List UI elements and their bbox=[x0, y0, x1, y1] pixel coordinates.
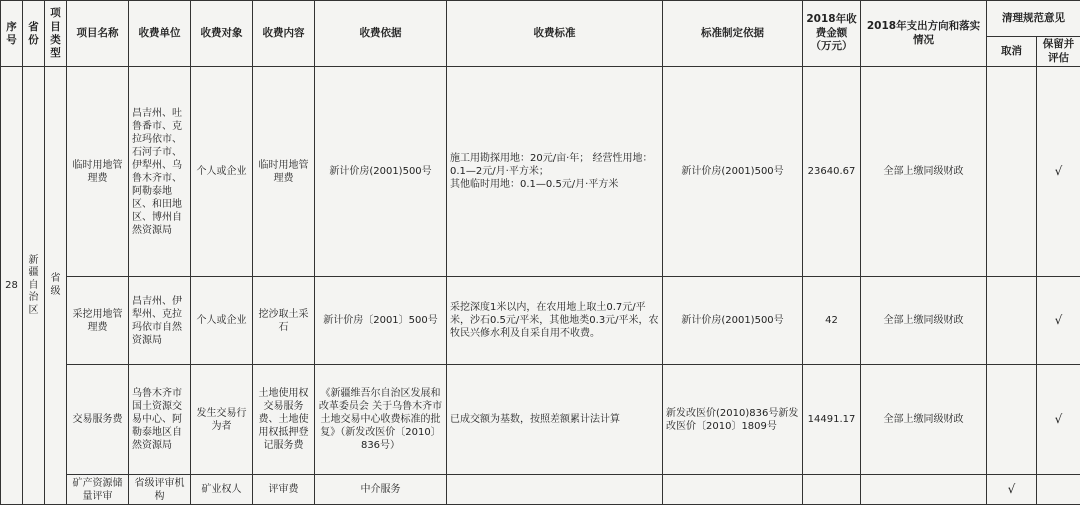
fee-target-cell: 发生交易行为者 bbox=[191, 365, 253, 475]
standard-basis-cell bbox=[663, 475, 803, 505]
keep-cell: √ bbox=[1037, 365, 1080, 475]
header-fee-standard: 收费标准 bbox=[447, 1, 663, 67]
header-item-type: 项目类型 bbox=[45, 1, 67, 67]
fee-target-cell: 矿业权人 bbox=[191, 475, 253, 505]
header-fee-basis: 收费依据 bbox=[315, 1, 447, 67]
seq-cell: 28 bbox=[1, 67, 23, 505]
fee-unit-cell: 昌吉州、伊犁州、克拉玛依市自然资源局 bbox=[129, 277, 191, 365]
amount-cell bbox=[803, 475, 861, 505]
cancel-cell: √ bbox=[987, 475, 1037, 505]
fee-content-cell: 土地使用权交易服务费、土地使用权抵押登记服务费 bbox=[253, 365, 315, 475]
header-fee-unit: 收费单位 bbox=[129, 1, 191, 67]
cancel-cell bbox=[987, 365, 1037, 475]
keep-cell bbox=[1037, 475, 1080, 505]
keep-cell: √ bbox=[1037, 67, 1080, 277]
fee-basis-cell: 新计价房〔2001〕500号 bbox=[315, 277, 447, 365]
amount-cell: 14491.17 bbox=[803, 365, 861, 475]
item-name-cell: 临时用地管理费 bbox=[67, 67, 129, 277]
standard-basis-cell: 新计价房(2001)500号 bbox=[663, 277, 803, 365]
spending-cell: 全部上缴同级财政 bbox=[861, 67, 987, 277]
spending-cell: 全部上缴同级财政 bbox=[861, 277, 987, 365]
item-name-cell: 矿产资源储量评审 bbox=[67, 475, 129, 505]
fee-unit-cell: 乌鲁木齐市国土资源交易中心、阿勒泰地区自然资源局 bbox=[129, 365, 191, 475]
fee-basis-cell: 新计价房(2001)500号 bbox=[315, 67, 447, 277]
fee-basis-cell: 中介服务 bbox=[315, 475, 447, 505]
spending-cell bbox=[861, 475, 987, 505]
table-row bbox=[1, 277, 1080, 365]
table-row bbox=[1, 365, 1080, 475]
fee-unit-cell: 昌吉州、吐鲁番市、克拉玛依市、石河子市、伊犁州、乌鲁木齐市、阿勒泰地区、和田地区、博州自然资源局 bbox=[129, 67, 191, 277]
fee-standard-cell: 施工用勘探用地：20元/亩·年； 经营性用地：0.1—2元/月·平方米； 其他临时用地：0.1—0.5元/月·平方米 bbox=[447, 67, 663, 277]
table-row bbox=[1, 67, 1080, 277]
fee-standard-cell: 已成交额为基数，按照差额累计法计算 bbox=[447, 365, 663, 475]
header-amount-2018: 2018年收费金额（万元） bbox=[803, 1, 861, 67]
amount-cell: 42 bbox=[803, 277, 861, 365]
fee-content-cell: 评审费 bbox=[253, 475, 315, 505]
standard-basis-cell: 新发改医价(2010)836号新发改医价〔2010〕1809号 bbox=[663, 365, 803, 475]
item-type-cell: 省级 bbox=[45, 67, 67, 505]
spending-cell: 全部上缴同级财政 bbox=[861, 365, 987, 475]
standard-basis-cell: 新计价房(2001)500号 bbox=[663, 67, 803, 277]
fee-target-cell: 个人或企业 bbox=[191, 67, 253, 277]
fee-standard-cell bbox=[447, 475, 663, 505]
item-name-cell: 交易服务费 bbox=[67, 365, 129, 475]
fee-content-cell: 临时用地管理费 bbox=[253, 67, 315, 277]
header-cancel: 取消 bbox=[987, 37, 1037, 67]
table-row bbox=[1, 475, 1080, 505]
header-item-name: 项目名称 bbox=[67, 1, 129, 67]
cancel-cell bbox=[987, 277, 1037, 365]
fee-target-cell: 个人或企业 bbox=[191, 277, 253, 365]
province-cell: 新疆自治区 bbox=[23, 67, 45, 505]
header-province: 省份 bbox=[23, 1, 45, 67]
header-cleanup-opinion: 清理规范意见 bbox=[987, 1, 1080, 37]
item-name-cell: 采挖用地管理费 bbox=[67, 277, 129, 365]
fee-content-cell: 挖沙取土采石 bbox=[253, 277, 315, 365]
fee-basis-cell: 《新疆维吾尔自治区发展和改革委员会 关于乌鲁木齐市土地交易中心收费标准的批复》（新发改医价〔2010〕836号） bbox=[315, 365, 447, 475]
header-seq: 序号 bbox=[1, 1, 23, 67]
fee-standard-cell: 采挖深度1米以内，在农用地上取土0.7元/平米，沙石0.5元/平米，其他地类0.3元/平米，农牧民兴修水利及自采自用不收费。 bbox=[447, 277, 663, 365]
keep-cell: √ bbox=[1037, 277, 1080, 365]
fee-unit-cell: 省级评审机构 bbox=[129, 475, 191, 505]
header-fee-target: 收费对象 bbox=[191, 1, 253, 67]
header-fee-content: 收费内容 bbox=[253, 1, 315, 67]
amount-cell: 23640.67 bbox=[803, 67, 861, 277]
header-spending-2018: 2018年支出方向和落实情况 bbox=[861, 1, 987, 67]
header-keep-evaluate: 保留并评估 bbox=[1037, 37, 1080, 67]
header-standard-basis: 标准制定依据 bbox=[663, 1, 803, 67]
cancel-cell bbox=[987, 67, 1037, 277]
